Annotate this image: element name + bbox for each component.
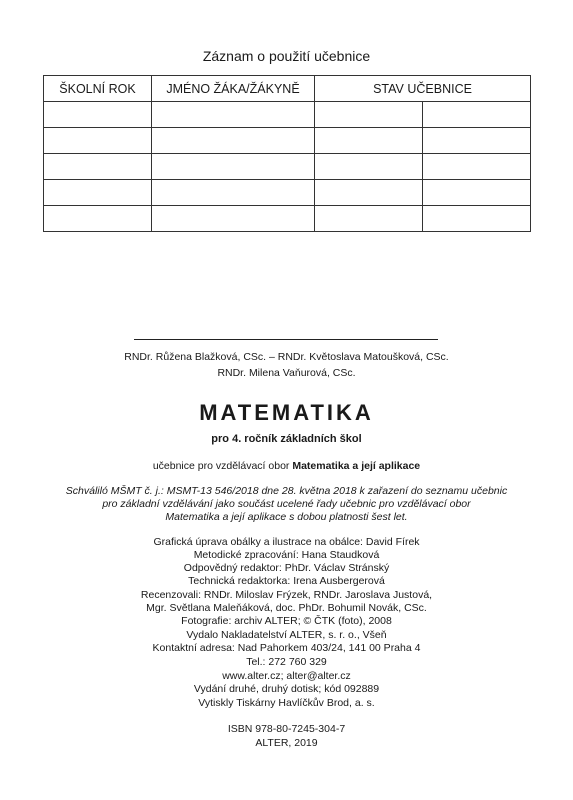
table-row: [44, 206, 531, 232]
table-row: [44, 180, 531, 206]
table-cell: [423, 180, 531, 206]
table-cell: [315, 154, 423, 180]
table-cell: [423, 206, 531, 232]
credit-line: Recenzovali: RNDr. Miloslav Frýzek, RNDr. Jaroslava Justová,: [140, 589, 433, 601]
table-cell: [152, 128, 315, 154]
credit-line: Tel.: 272 760 329: [246, 656, 327, 668]
header-book-condition: STAV UČEBNICE: [315, 76, 531, 102]
table-cell: [423, 128, 531, 154]
record-title: Záznam o použití učebnice: [202, 48, 371, 64]
header-student-name: JMÉNO ŽÁKA/ŽÁKYNĚ: [152, 76, 315, 102]
table-cell: [44, 180, 152, 206]
table-cell: [152, 180, 315, 206]
table-cell: [315, 102, 423, 128]
approval-line-3: Matematika a její aplikace s dobou platnosti šest let.: [165, 511, 408, 523]
table-cell: [44, 206, 152, 232]
credit-line: Grafická úprava obálky a ilustrace na obálce: David Fírek: [153, 536, 420, 548]
table-cell: [423, 102, 531, 128]
table-row: [44, 102, 531, 128]
subject-field-prefix: učebnice pro vzdělávací obor: [152, 460, 293, 472]
credit-line: Vydalo Nakladatelství ALTER, s. r. o., Všeň: [186, 629, 387, 641]
authors-line-2: RNDr. Milena Vaňurová, CSc.: [217, 367, 356, 379]
credit-line: Fotografie: archiv ALTER; © ČTK (foto), 2008: [181, 615, 392, 627]
credit-line: Vydání druhé, druhý dotisk; kód 092889: [193, 683, 380, 695]
divider-line: [134, 339, 438, 340]
book-title: MATEMATIKA: [199, 400, 374, 425]
table-header-row: [44, 76, 531, 102]
credit-line: Odpovědný redaktor: PhDr. Václav Stránský: [183, 562, 390, 574]
header-school-year: ŠKOLNÍ ROK: [44, 76, 152, 102]
book-subtitle: pro 4. ročník základních škol: [211, 433, 362, 445]
credit-line: www.alter.cz; alter@alter.cz: [222, 670, 351, 682]
usage-record-table: [43, 75, 531, 232]
table-cell: [44, 128, 152, 154]
table-cell: [44, 102, 152, 128]
table-cell: [423, 154, 531, 180]
table-cell: [315, 180, 423, 206]
publisher-year: ALTER, 2019: [255, 737, 318, 749]
table-cell: [315, 206, 423, 232]
subject-field-name: Matematika a její aplikace: [292, 460, 421, 472]
credit-line: Kontaktní adresa: Nad Pahorkem 403/24, 141 00 Praha 4: [152, 642, 421, 654]
approval-line-2: pro základní vzdělávání jako součást ucelené řady učebnic pro vzdělávací obor: [102, 498, 471, 510]
authors-line-1: RNDr. Růžena Blažková, CSc. – RNDr. Květoslava Matoušková, CSc.: [124, 351, 449, 363]
table-cell: [44, 154, 152, 180]
credit-line: Technická redaktorka: Irena Ausbergerová: [188, 575, 385, 587]
isbn: ISBN 978-80-7245-304-7: [227, 723, 346, 735]
credit-line: Metodické zpracování: Hana Staudková: [193, 549, 380, 561]
table-cell: [315, 128, 423, 154]
credit-line: Vytiskly Tiskárny Havlíčkův Brod, a. s.: [198, 697, 375, 709]
table-cell: [152, 154, 315, 180]
table-row: [44, 154, 531, 180]
table-cell: [152, 206, 315, 232]
table-row: [44, 128, 531, 154]
subject-field-line: [0, 460, 573, 472]
approval-line-1: Schváliló MŠMT č. j.: MSMT-13 546/2018 dne 28. května 2018 k zařazení do seznamu učebnic: [65, 485, 508, 497]
table-cell: [152, 102, 315, 128]
credit-line: Mgr. Světlana Maleňáková, doc. PhDr. Bohumil Novák, CSc.: [146, 602, 427, 614]
